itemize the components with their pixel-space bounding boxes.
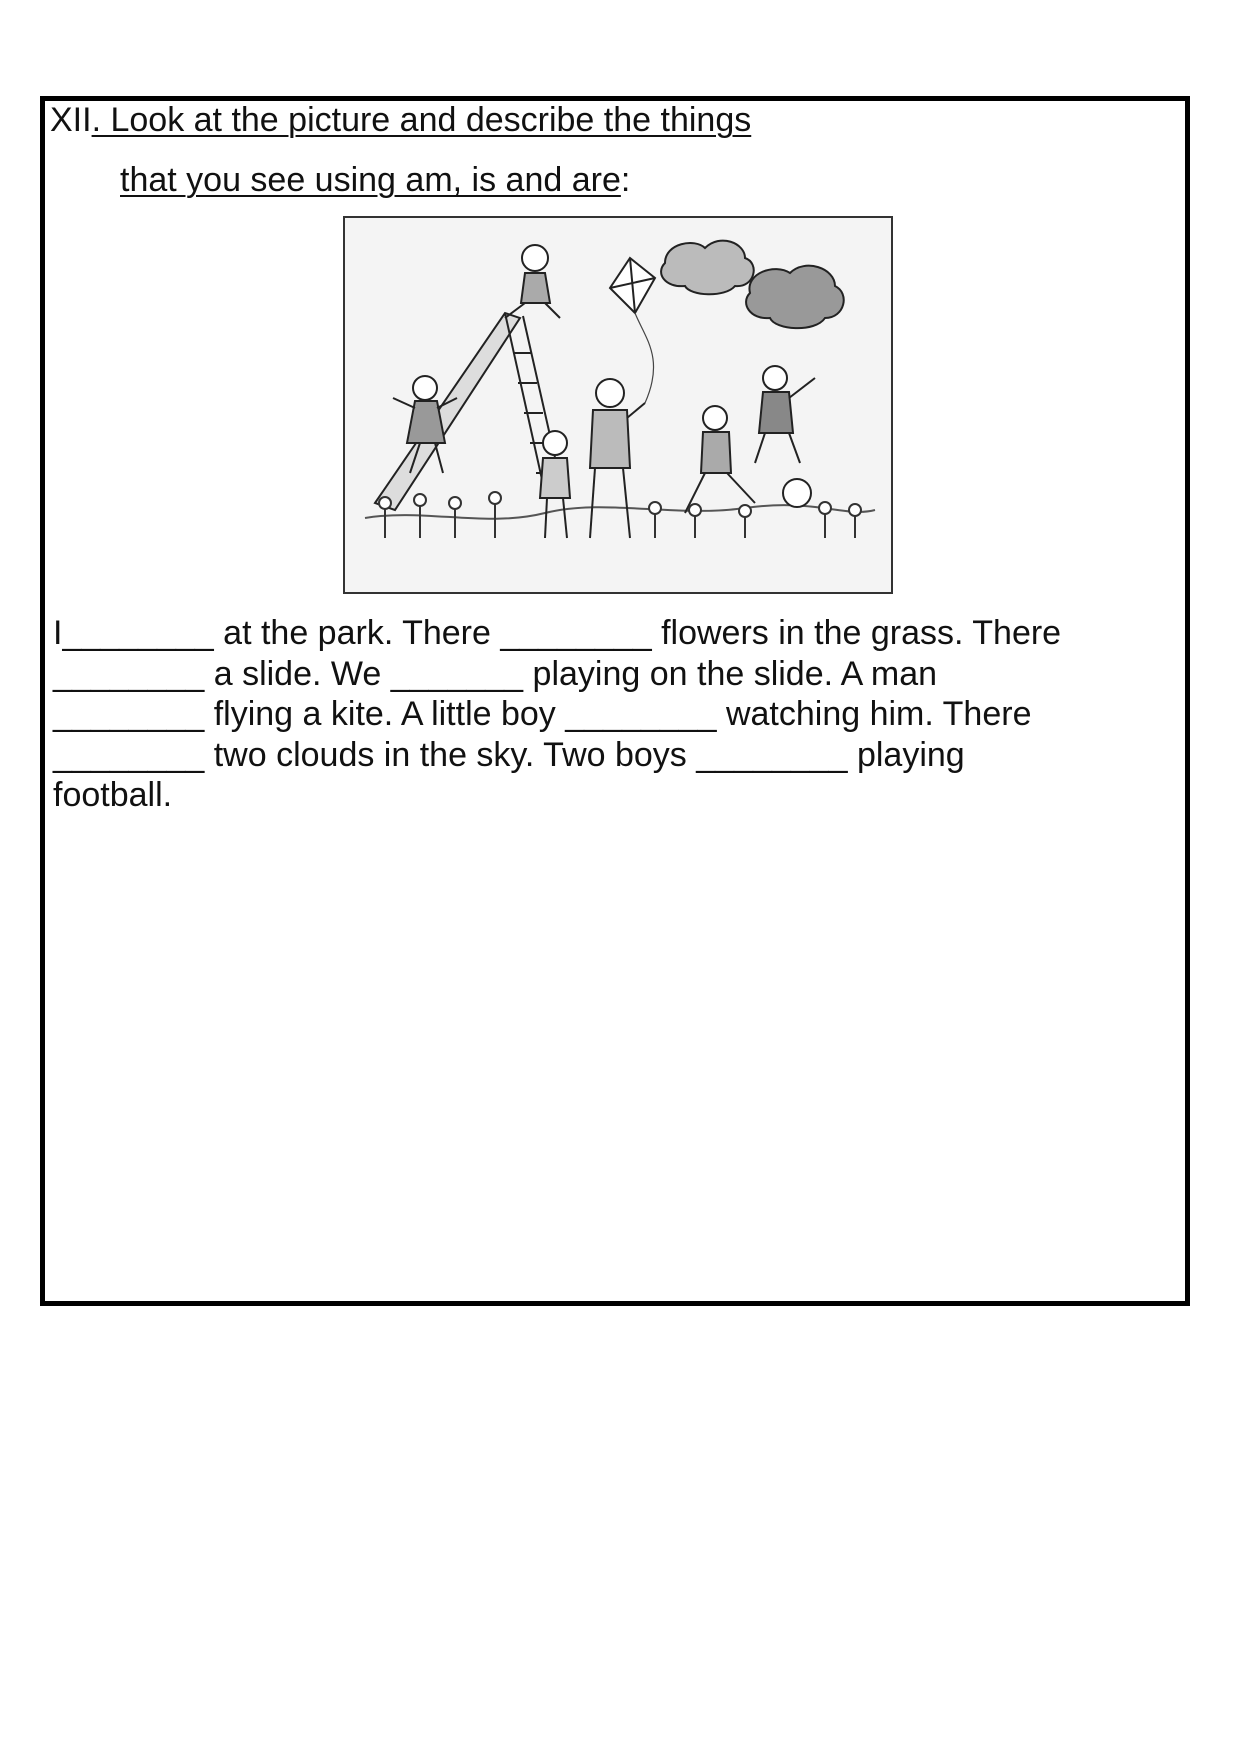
instruction-line-2: that you see using am, is and are <box>120 161 621 199</box>
passage-line: ________ flying a kite. A little boy ________ watching him. There <box>53 695 1032 733</box>
boy-football-2 <box>755 366 815 463</box>
man-flying-kite <box>590 379 645 538</box>
fill-in-the-blanks-passage <box>53 613 1183 816</box>
question-heading-continued <box>120 160 630 200</box>
little-boy-watching <box>540 431 570 538</box>
football <box>783 479 811 507</box>
cloud-1 <box>661 241 754 295</box>
instruction-line-1: . Look at the picture and describe the things <box>91 101 752 139</box>
boy-on-slide <box>505 245 560 318</box>
question-number: XII <box>50 101 92 139</box>
passage-line: ________ two clouds in the sky. Two boys ________ playing <box>53 735 965 774</box>
park-scene-drawing <box>345 218 891 592</box>
boy-football-1 <box>685 406 755 513</box>
passage-line: football. <box>53 776 173 814</box>
park-illustration <box>343 216 893 594</box>
slide <box>375 313 563 510</box>
cloud-2 <box>746 266 844 328</box>
passage-line: ________ a slide. We _______ playing on the slide. A man <box>53 654 938 693</box>
instruction-colon: : <box>620 161 631 199</box>
passage-line: I________ at the park. There ________ flowers in the grass. There <box>53 614 1062 652</box>
question-heading <box>50 100 751 140</box>
